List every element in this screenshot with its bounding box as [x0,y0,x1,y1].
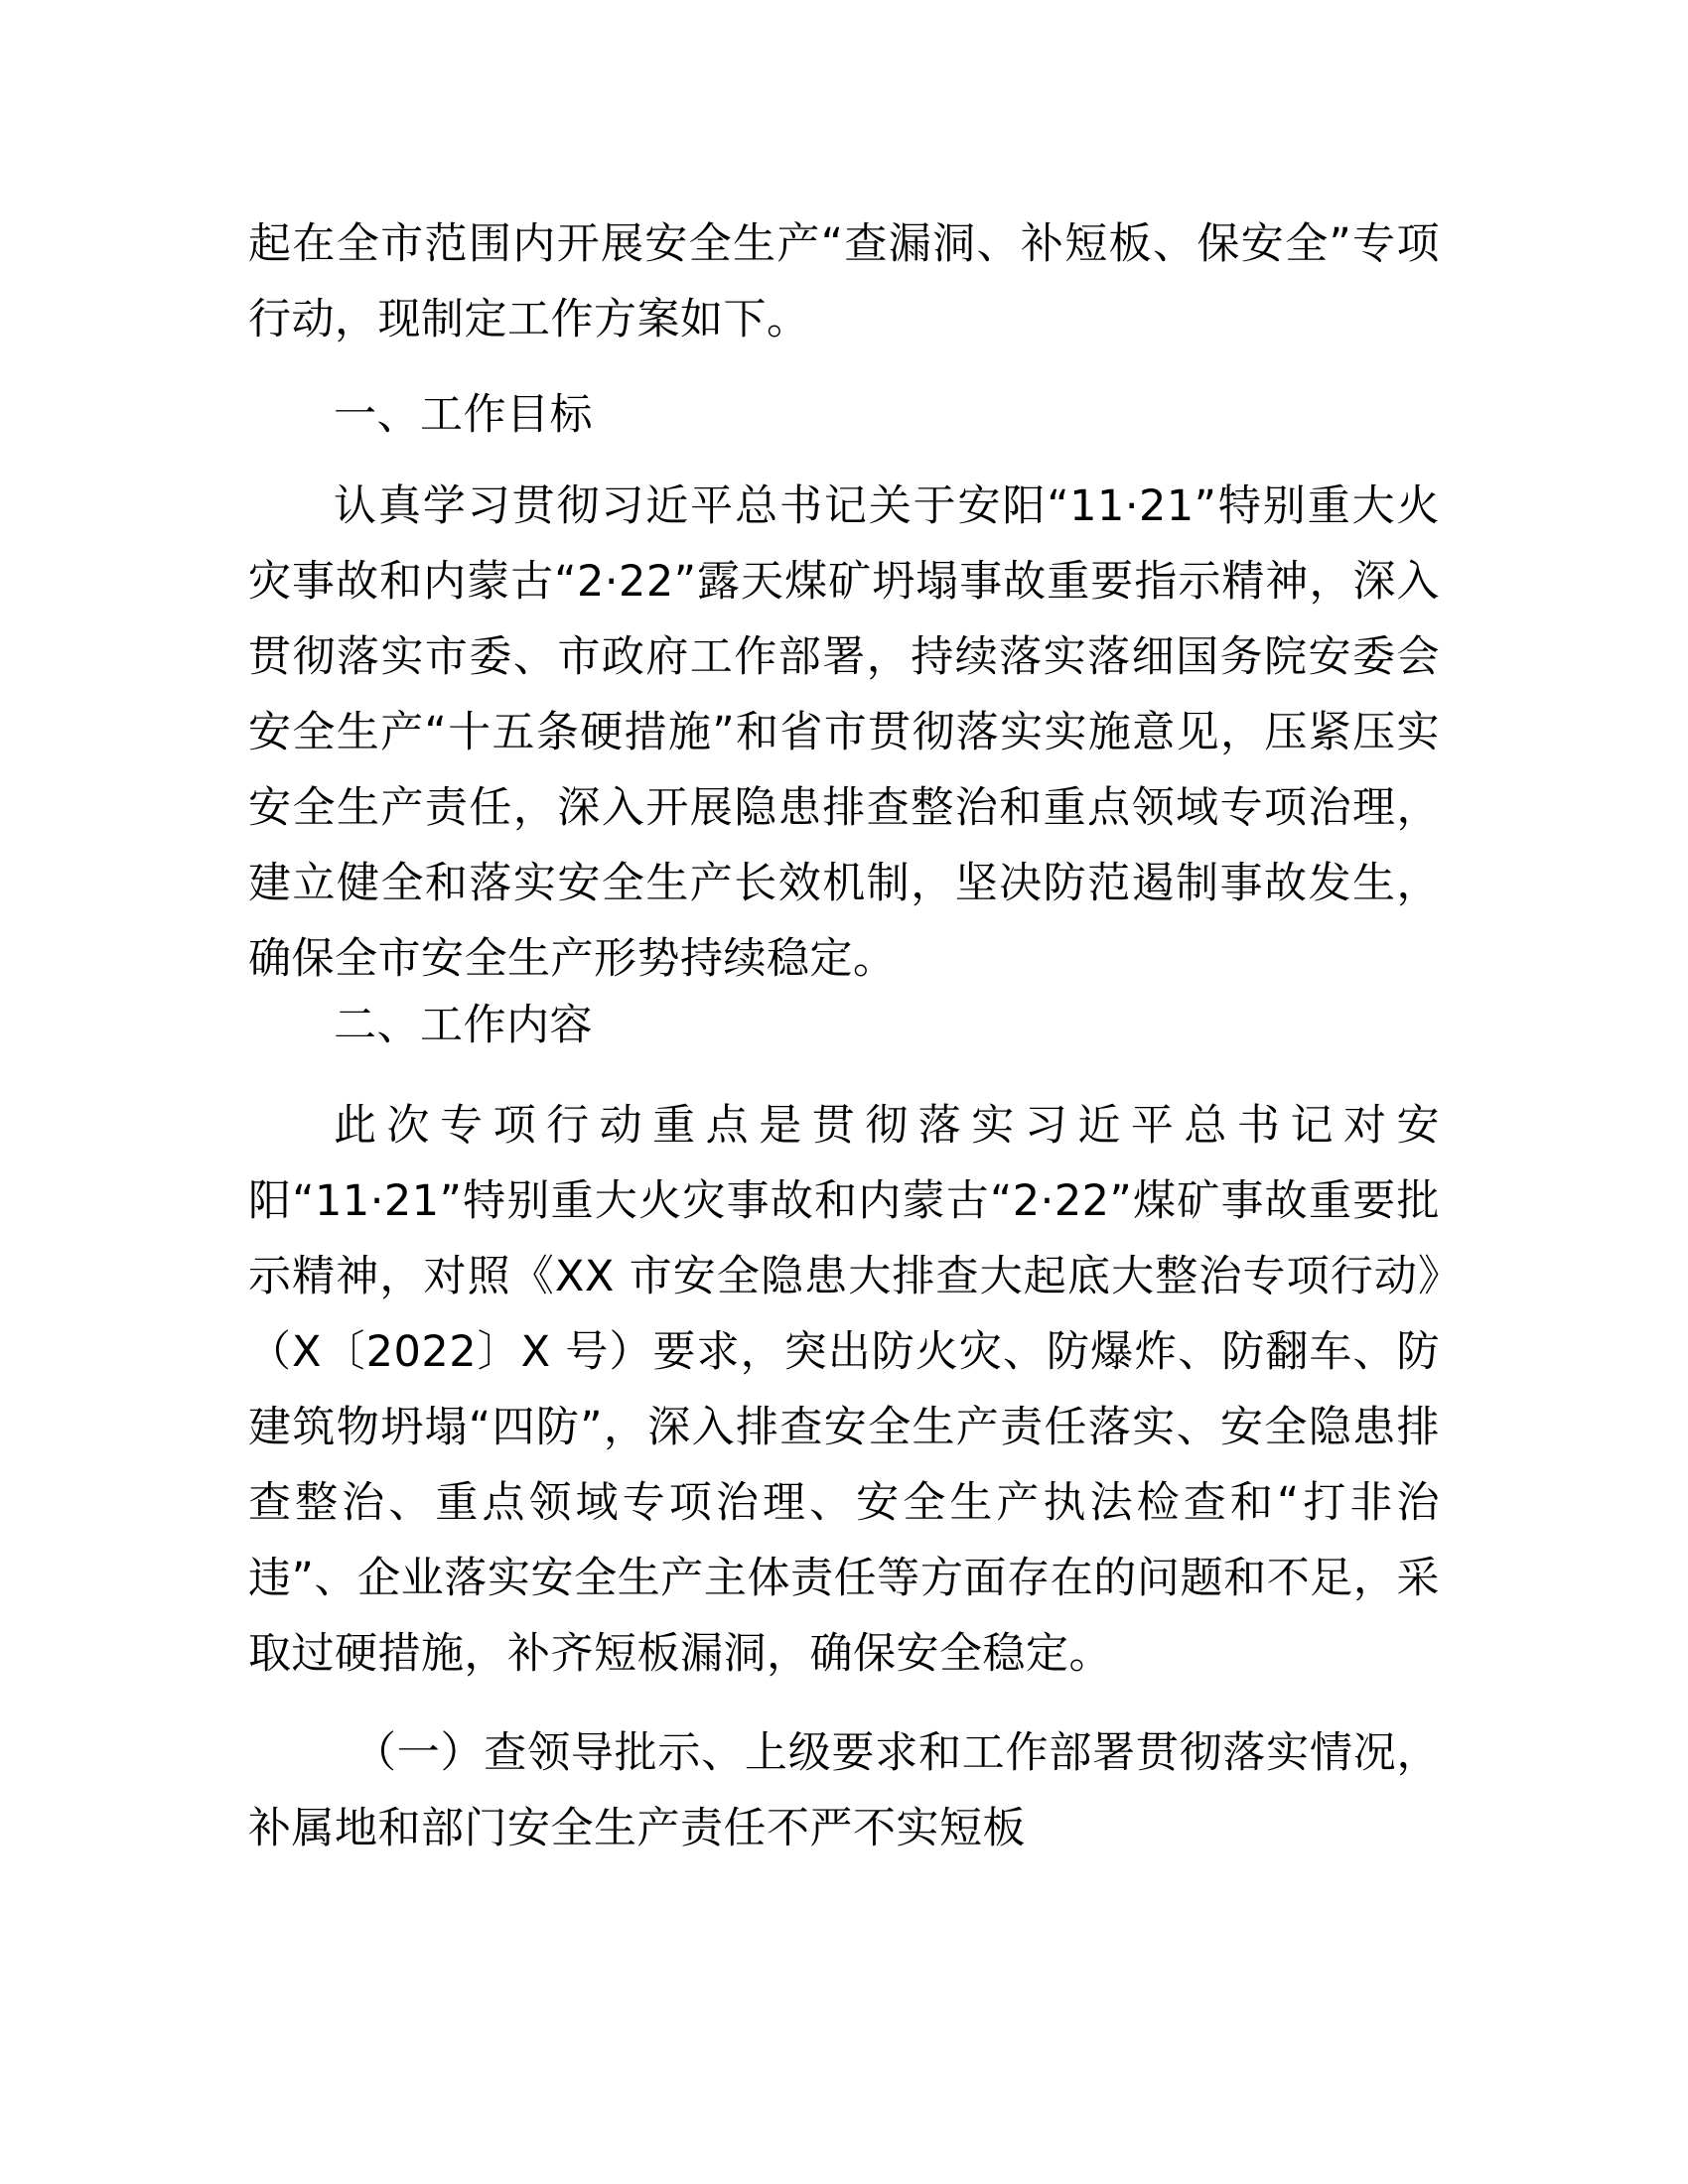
section-heading-work-goal: 一、工作目标 [334,390,593,440]
subsection-heading-one: （一）查领导批示、上级要求和工作部署贯彻落实情况，补属地和部门安全生产责任不严不实短板 [248,1728,1440,1853]
work-content-paragraph: 此次专项行动重点是贯彻落实习近平总书记对安阳“11·21”特别重大火灾事故和内蒙古“2·22”煤矿事故重要批示精神，对照《XX 市安全隐患大排查大起底大整治专项行动》（X〔2022〕X 号）要求，突出防火灾、防爆炸、防翻车、防建筑物坍塌“四防”，深入排查安全生产责任落实、安全隐患排查整治、重点领域专项治理、安全生产执法检查和“打非治违”、企业落实安全生产主体责任等方面存在的问题和不足，采取过硬措施，补齐短板漏洞，确保安全稳定。 [248,1101,1440,1679]
intro-paragraph: 起在全市范围内开展安全生产“查漏洞、补短板、保安全”专项行动，现制定工作方案如下。 [248,219,1440,344]
work-goal-paragraph: 认真学习贯彻习近平总书记关于安阳“11·21”特别重大火灾事故和内蒙古“2·22”露天煤矿坍塌事故重要指示精神，深入贯彻落实市委、市政府工作部署，持续落实落细国务院安委会安全生产“十五条硬措施”和省市贯彻落实实施意见，压紧压实安全生产责任，深入开展隐患排查整治和重点领域专项治理，建立健全和落实安全生产长效机制，坚决防范遏制事故发生，确保全市安全生产形势持续稳定。 [248,481,1440,984]
section-heading-work-content: 二、工作内容 [334,1001,593,1050]
